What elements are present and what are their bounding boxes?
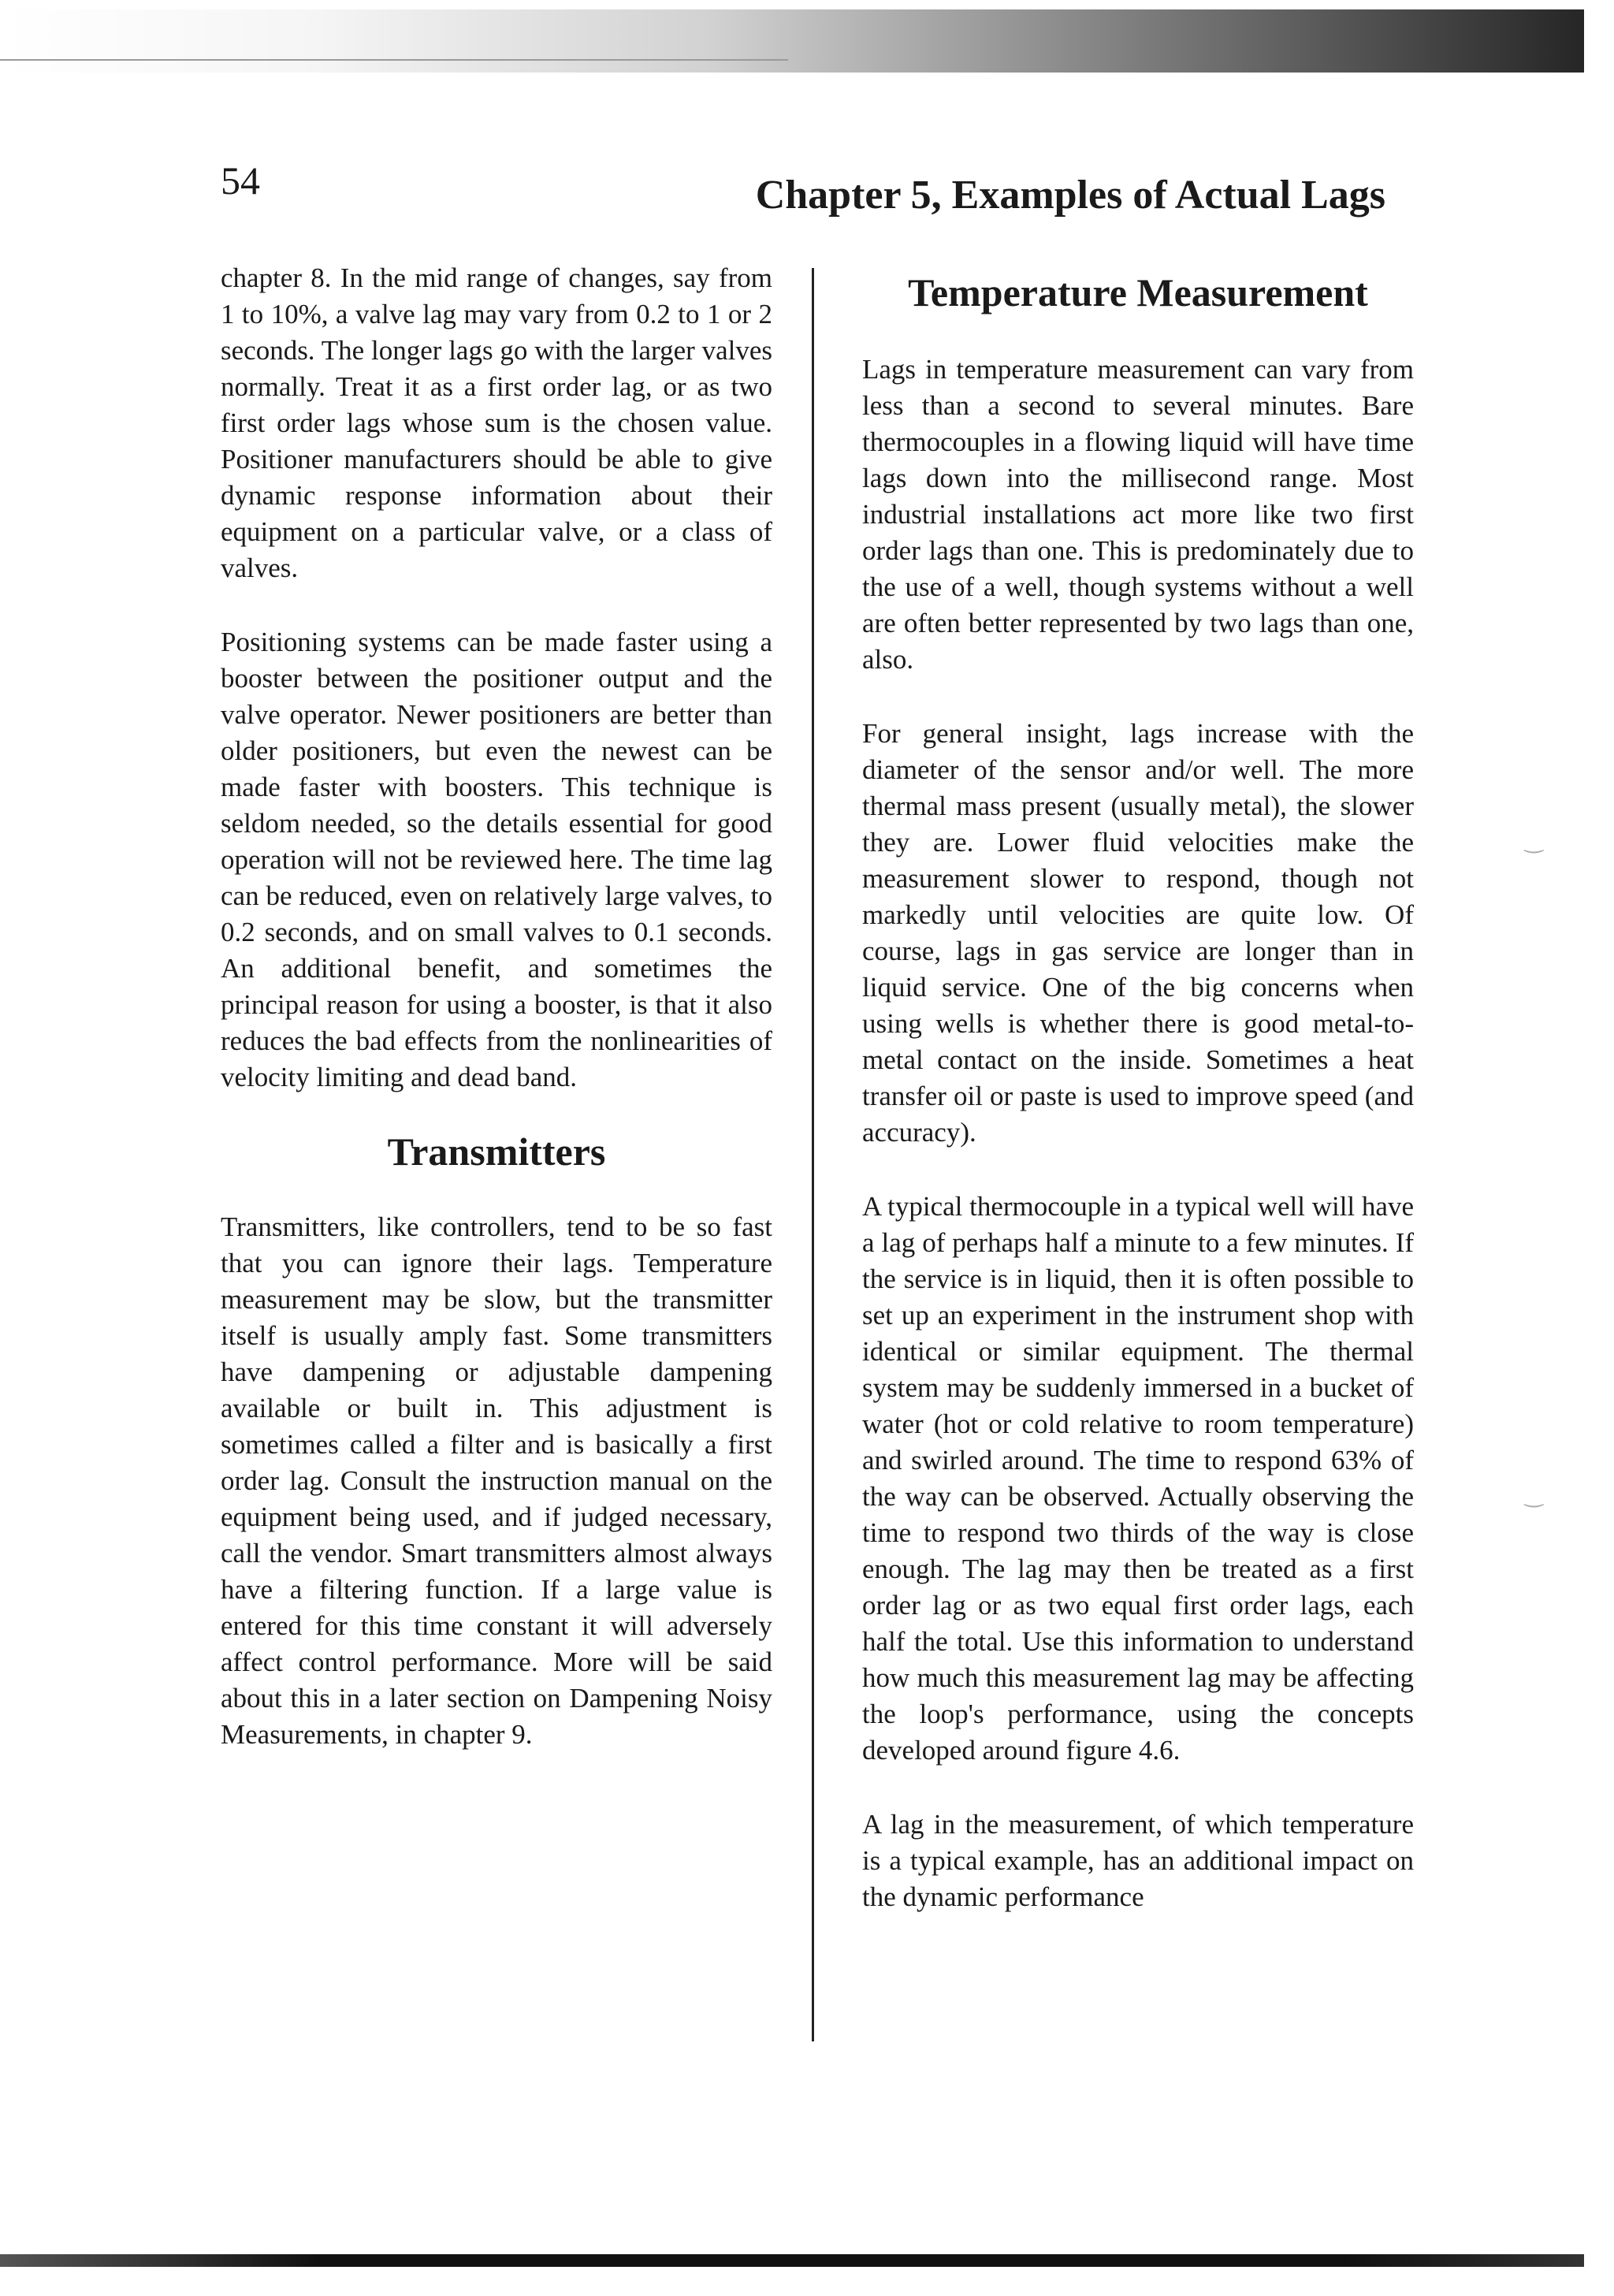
paragraph: Lags in temperature measurement can vary from less than a second to several minutes. Bare thermocouples in a flowing liquid will have time lags down into the millisecond range. Most industrial installations act more like two first order lags than one. This is predominately due to the use of a well, though systems without a well are often better represented by two lags than one, also. [862,354,1414,675]
section-heading-temperature-measurement: Temperature Measurement [908,270,1368,314]
right-column [862,260,1414,1915]
section-heading-transmitters: Transmitters [387,1129,606,1174]
page-number: 54 [221,158,260,203]
margin-punch-mark: ‿ [1525,1483,1543,1508]
paragraph: A typical thermocouple in a typical well will have a lag of perhaps half a minute to a few minutes. If the service is in liquid, then it is often possible to set up an experiment in the instrument shop with identical or similar equipment. The thermal system may be suddenly immersed in a bucket of water (hot or cold relative to room temperature) and swirled around. The time to respond 63% of the way can be observed. Actually observing the time to respond two thirds of the way is close enough. The lag may then be treated as a first order lag or as two equal first order lags, each half the total. Use this information to understand how much this measurement lag may be affecting the loop's performance, using the concepts developed around figure 4.6. [862,1191,1414,1766]
chapter-title: Chapter 5, Examples of Actual Lags [755,173,1385,218]
paragraph: chapter 8. In the mid range of changes, say from 1 to 10%, a valve lag may vary from 0.2 to 1 or 2 seconds. The longer lags go with the larger valves normally. Treat it as a first order lag, or as two first order lags whose sum is the chosen value. Positioner manufacturers should be able to give dynamic response information about their equipment on a particular valve, or a class of valves. [221,262,772,583]
paragraph: Positioning systems can be made faster using a booster between the positioner output and the valve operator. Newer positioners are better than older positioners, but even the newest can be made faster with boosters. This technique is seldom needed, so the details essential for good operation will not be reviewed here. The time lag can be reduced, even on relatively large valves, to 0.2 seconds, and on small valves to 0.1 seconds. An additional benefit, and sometimes the principal reason for using a booster, is that it also reduces the bad effects from the nonlinearities of velocity limiting and dead band. [221,627,772,1092]
scan-shadow-top [0,9,1584,73]
paragraph: Transmitters, like controllers, tend to be so fast that you can ignore their lags. Temperature measurement may be slow, but the transmitter itself is usually amply fast. Some transmitters have dampening or adjustable dampening available or built in. This adjustment is sometimes called a filter and is basically a first order lag. Consult the instruction manual on the equipment being used, and if judged necessary, call the vendor. Smart transmitters almost always have a filtering function. If a large value is entered for this time constant it will adversely affect control performance. More will be said about this in a later section on Dampening Noisy Measurements, in chapter 9. [221,1211,772,1750]
paragraph: For general insight, lags increase with the diameter of the sensor and/or well. The more thermal mass present (usually metal), the slower they are. Lower fluid velocities make the measurement slower to respond, though not markedly until velocities are quite low. Of course, lags in gas service are longer than in liquid service. One of the big concerns when using wells is whether there is good metal-to-metal contact on the inside. Sometimes a heat transfer oil or paste is used to improve speed (and accuracy). [862,718,1414,1148]
scan-shadow-bottom [0,2254,1584,2267]
paragraph: A lag in the measurement, of which temperature is a typical example, has an additional impact on the dynamic performance [862,1809,1414,1912]
margin-punch-mark: ‿ [1525,829,1543,854]
scan-edge-line [0,59,788,61]
column-divider [812,268,814,2041]
left-column [221,260,772,1753]
